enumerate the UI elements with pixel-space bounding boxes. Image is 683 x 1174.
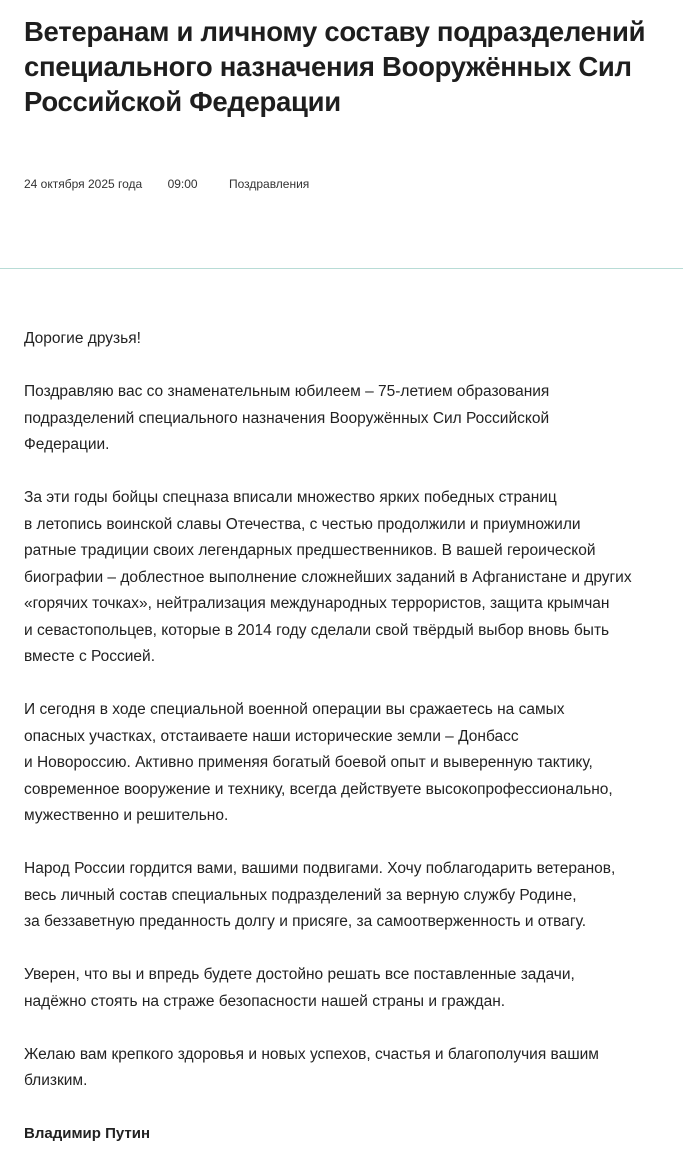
- signature: Владимир Путин: [24, 1125, 151, 1142]
- title-line: Ветеранам и личному составу подразделений: [24, 16, 646, 47]
- text-line: опасных участках, отстаиваете наши исторические земли – Донбасс: [24, 727, 519, 745]
- paragraph-1: [24, 379, 664, 459]
- article-category-link[interactable]: Поздравления: [228, 177, 310, 191]
- text-line: биографии – доблестное выполнение сложнейших заданий в Афганистане и других: [24, 568, 632, 586]
- text-line: и Новороссию. Активно применяя богатый боевой опыт и выверенную тактику,: [24, 754, 593, 771]
- text-line: надёжно стоять на страже безопасности нашей страны и граждан.: [24, 992, 506, 1010]
- text-line: за беззаветную преданность долгу и присяге, за самоотверженность и отвагу.: [24, 913, 587, 930]
- paragraph-4: [24, 856, 664, 936]
- text-line: За эти годы бойцы спецназа вписали множество ярких победных страниц: [24, 489, 557, 506]
- text-line: «горячих точках», нейтрализация международных террористов, защита крымчан: [24, 595, 610, 612]
- article-meta: [24, 176, 309, 192]
- title-line: специального назначения Вооружённых Сил: [24, 51, 632, 82]
- header-divider: [0, 268, 683, 269]
- text-line: вместе с Россией.: [24, 648, 156, 665]
- text-line: Уверен, что вы и впредь будете достойно решать все поставленные задачи,: [24, 966, 575, 983]
- paragraph-6: [24, 1042, 664, 1095]
- text-line: мужественно и решительно.: [24, 807, 229, 824]
- text-line: в летопись воинской славы Отечества, с честью продолжили и приумножили: [24, 515, 581, 533]
- greeting-paragraph: [24, 326, 664, 353]
- article-time: 09:00: [167, 177, 198, 191]
- paragraph-5: [24, 962, 664, 1015]
- text-line: Народ России гордится вами, вашими подвигами. Хочу поблагодарить ветеранов,: [24, 860, 616, 877]
- text-line: Поздравляю вас со знаменательным юбилеем – 75-летием образования: [24, 383, 550, 400]
- text-line: весь личный состав специальных подразделений за верную службу Родине,: [24, 886, 577, 904]
- title-line: Российской Федерации: [24, 86, 341, 117]
- text-line: Желаю вам крепкого здоровья и новых успехов, счастья и благополучия вашим: [24, 1045, 599, 1063]
- paragraph-3: [24, 697, 664, 830]
- article-body: [24, 326, 664, 1174]
- paragraph-2: [24, 485, 664, 671]
- text-line: Федерации.: [24, 436, 110, 453]
- article-header: [24, 14, 664, 119]
- text-line: Дорогие друзья!: [24, 330, 141, 347]
- text-line: и севастопольцев, которые в 2014 году сделали свой твёрдый выбор вновь быть: [24, 621, 610, 639]
- text-line: близким.: [24, 1072, 88, 1089]
- text-line: современное вооружение и технику, всегда действуете высокопрофессионально,: [24, 780, 613, 798]
- text-line: И сегодня в ходе специальной военной операции вы сражаетесь на самых: [24, 701, 565, 718]
- article-date: 24 октября 2025 года: [24, 177, 143, 191]
- text-line: ратные традиции своих легендарных предшественников. В вашей героической: [24, 542, 596, 559]
- article-title: [24, 14, 664, 119]
- text-line: подразделений специального назначения Вооружённых Сил Российской: [24, 409, 550, 427]
